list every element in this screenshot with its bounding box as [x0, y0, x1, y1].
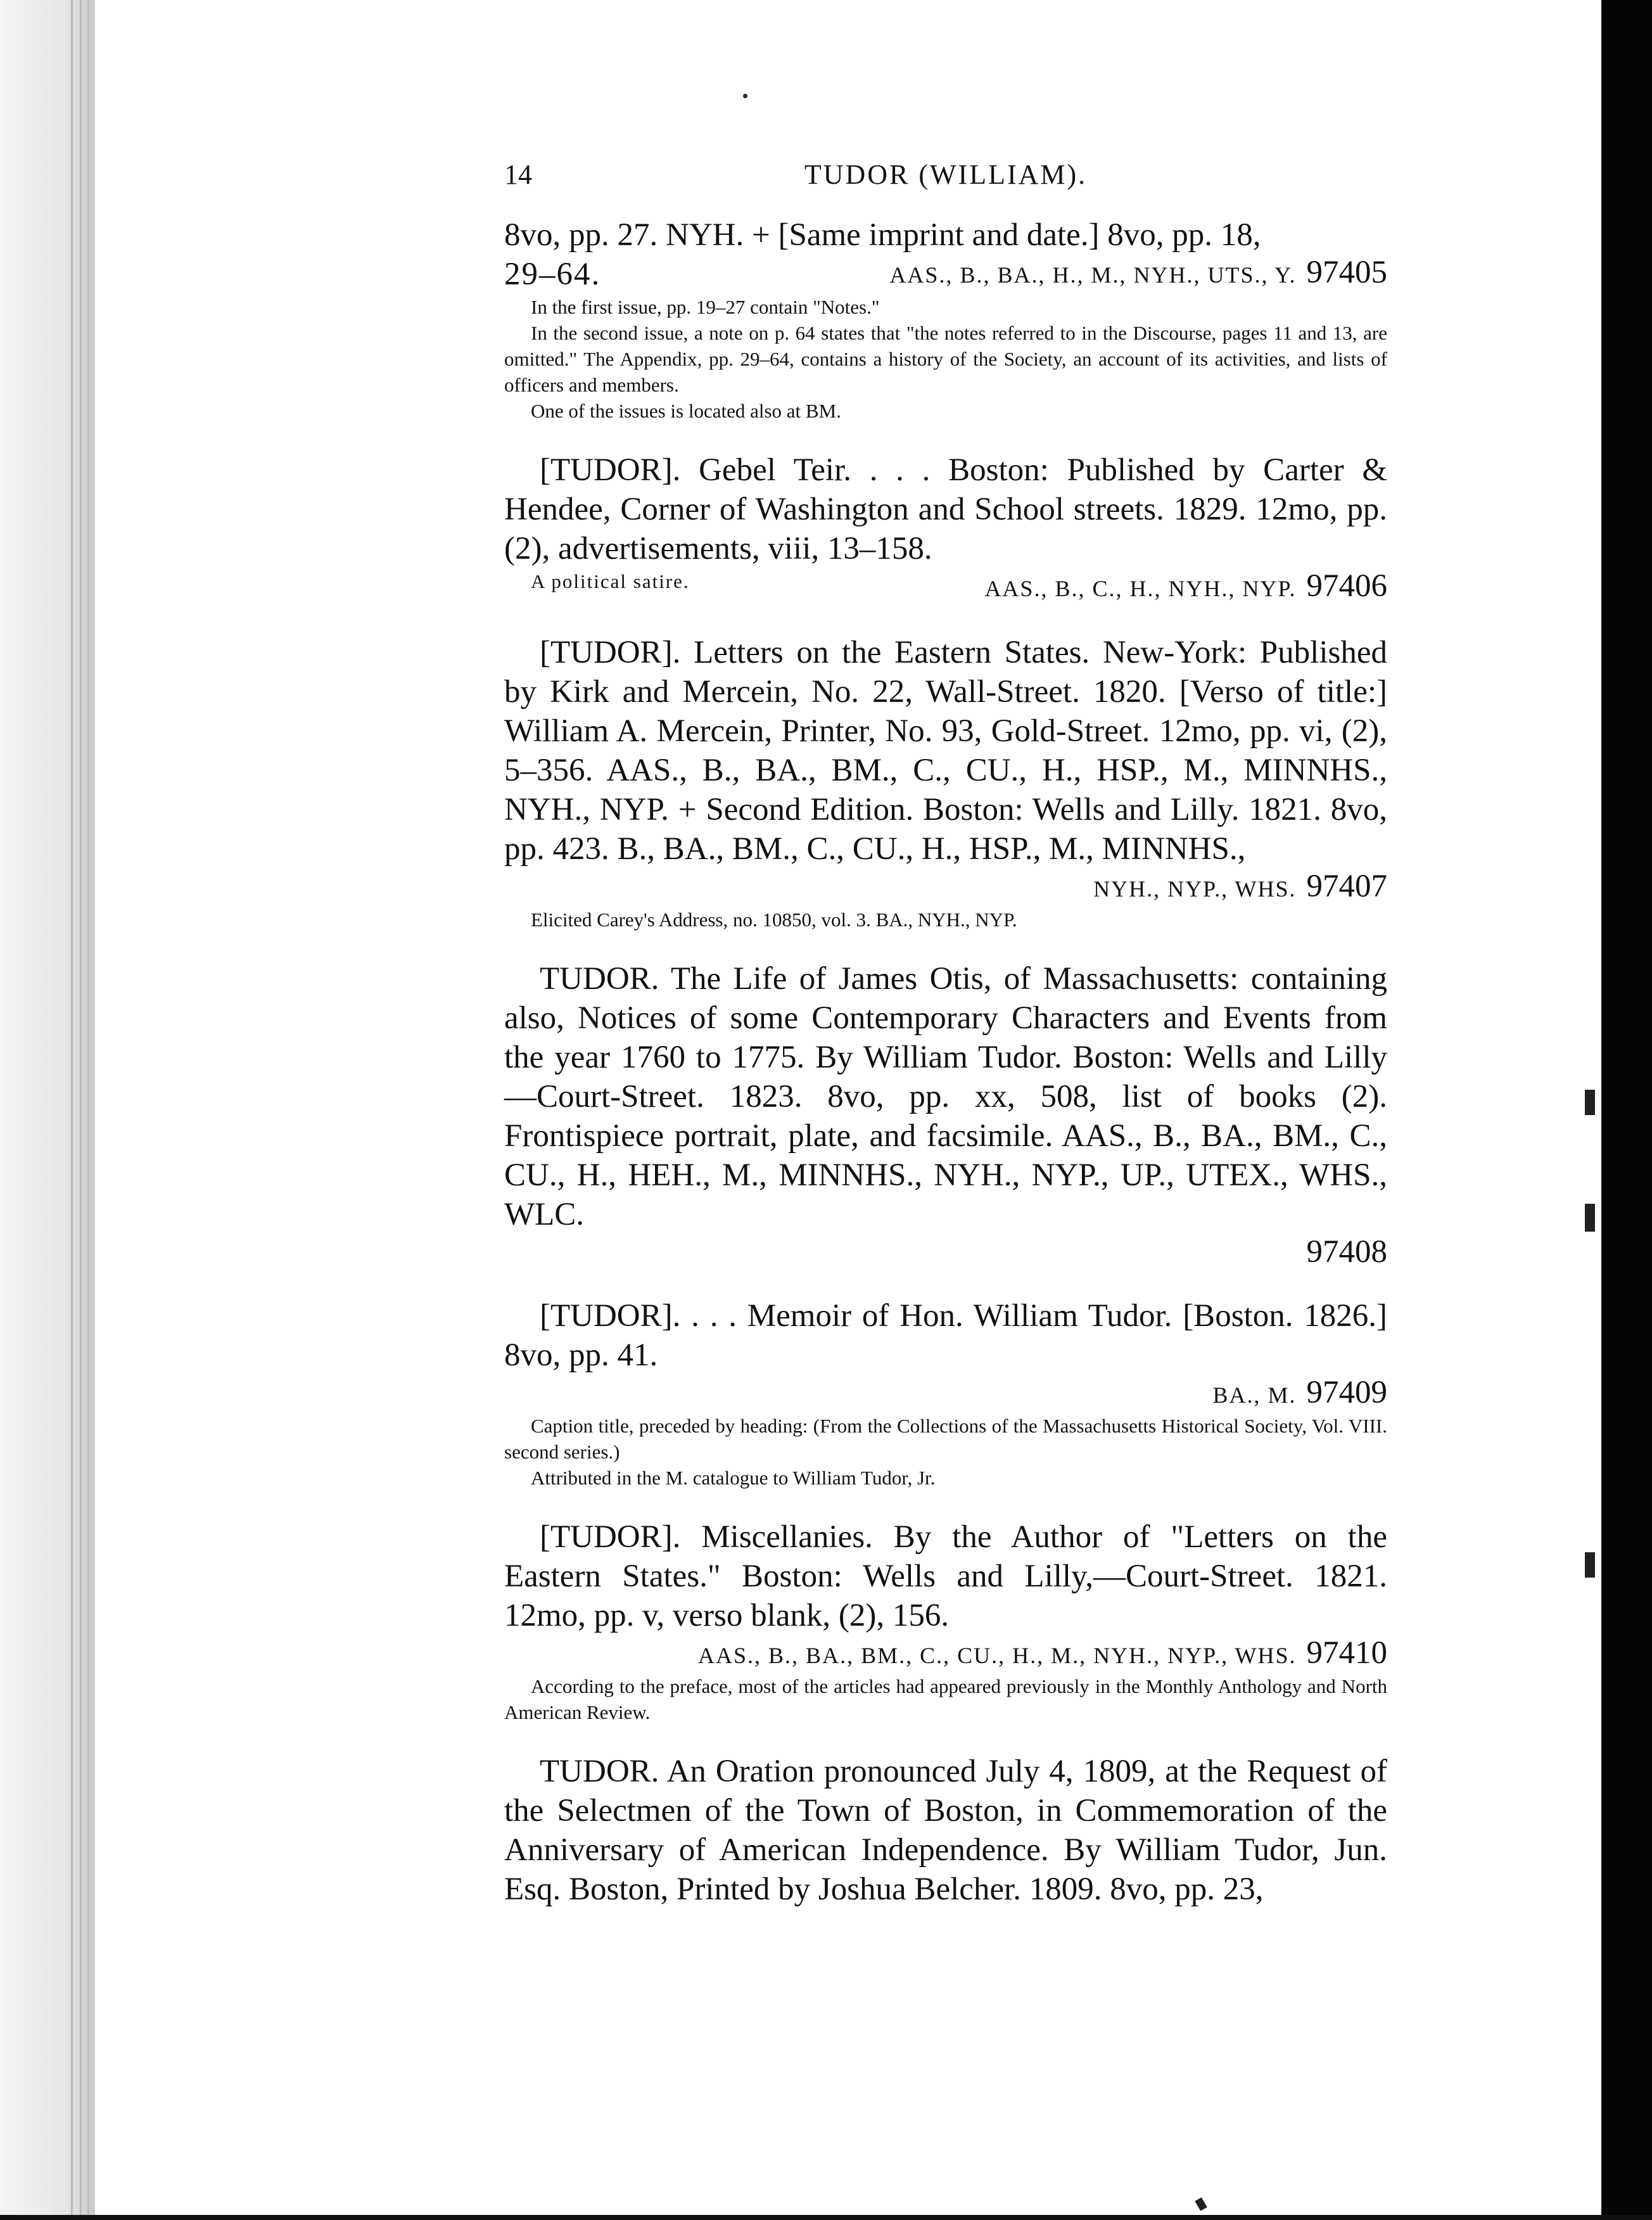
entry-note: In the first issue, pp. 19–27 contain "Notes." [531, 296, 880, 318]
entry-text: TUDOR. An Oration pronounced July 4, 1809, at the Request of the Selectmen of the Town of Boston, in Commemoration of the Anniversary of American Independence. By William Tudor, Jun. Esq. Boston, Printed by Joshua Belcher. 1809. 8vo, pp. 23, [504, 1754, 1387, 1907]
library-locations: AAS., B., BA., H., M., NYH., UTS., Y. [889, 262, 1297, 288]
entry-text: [TUDOR]. . . . Memoir of Hon. William Tudor. [Boston. 1826.] 8vo, pp. 41. [504, 1298, 1387, 1373]
entry-note: Elicited Carey's Address, no. 10850, vol. 3. BA., NYH., NYP. [531, 909, 1017, 931]
entry-97408 [504, 959, 1387, 1270]
entry-text: [TUDOR]. Gebel Teir. . . . Boston: Published by Carter & Hendee, Corner of Washington and School streets. 1829. 12mo, pp. (2), advertisements, viii, 13–158. [504, 452, 1387, 566]
running-title: TUDOR (WILLIAM). [804, 159, 1088, 190]
ink-speck [1195, 2197, 1207, 2211]
page-edge-line [80, 0, 82, 2220]
scanned-page-left-edge [0, 0, 95, 2220]
entry-number: 97409 [1306, 1375, 1387, 1410]
entry-locations-line [504, 869, 1387, 907]
entry-locations-line [504, 1234, 1387, 1270]
entry-number: 97407 [1306, 869, 1387, 904]
entry-text-line: 29–64. [504, 257, 601, 292]
entry-locations-line [504, 568, 1387, 606]
entry-note: One of the issues is located also at BM. [531, 400, 841, 422]
facing-page-fragment [1585, 1090, 1595, 1115]
entry-97407 [504, 633, 1387, 933]
entry-note: A political satire. [531, 570, 690, 592]
entry-locations-line [504, 255, 1387, 294]
document-page [504, 158, 1387, 1909]
entry-text: [TUDOR]. Letters on the Eastern States. New-York: Published by Kirk and Mercein, No. 22, Wall-Street. 1820. [Verso of title:] William A. Mercein, Printer, No. 93, Gold-Street. 12mo, pp. vi, (2), 5–356. AAS., B., BA., BM., C., CU., H., HSP., M., MINNHS., NYH., NYP. + Second Edition. Boston: Wells and Lilly. 1821. 8vo, pp. 423. B., BA., BM., C., CU., H., HSP., M., MINNHS., [504, 635, 1387, 867]
entry-number: 97405 [1306, 255, 1387, 290]
entry-number: 97410 [1306, 1635, 1387, 1671]
entry-97406 [504, 450, 1387, 606]
library-locations: AAS., B., C., H., NYH., NYP. [984, 576, 1297, 601]
entry-text-line: 8vo, pp. 27. NYH. + [Same imprint and date.] 8vo, pp. 18, [504, 217, 1261, 253]
library-locations: BA., M. [1212, 1382, 1297, 1408]
facing-page-fragment [1585, 1552, 1595, 1578]
entry-note: According to the preface, most of the articles had appeared previously in the Monthly Anthology and North American Review. [504, 1675, 1387, 1723]
entry-97410 [504, 1517, 1387, 1725]
facing-page-fragment [1585, 1204, 1595, 1232]
library-locations: NYH., NYP., WHS. [1093, 876, 1297, 902]
page-number: 14 [504, 159, 532, 190]
entry-note: Attributed in the M. catalogue to William Tudor, Jr. [531, 1467, 936, 1489]
entry-97409 [504, 1296, 1387, 1491]
scanned-page-bottom-edge [0, 2215, 1652, 2220]
entry-number: 97406 [1306, 568, 1387, 604]
entry-97405 [504, 215, 1387, 424]
entry-text: [TUDOR]. Miscellanies. By the Author of "Letters on the Eastern States." Boston: Wells and Lilly,—Court-Street. 1821. 12mo, pp. v, verso blank, (2), 156. [504, 1519, 1387, 1633]
entry-text: TUDOR. The Life of James Otis, of Massachusetts: containing also, Notices of some Contemporary Characters and Events from the year 1760 to 1775. By William Tudor. Boston: Wells and Lilly—Court-Street. 1823. 8vo, pp. xx, 508, list of books (2). Frontispiece portrait, plate, and facsimile. AAS., B., BA., BM., C., CU., H., HEH., M., MINNHS., NYH., NYP., UP., UTEX., WHS., WLC. [504, 961, 1387, 1232]
entry-oration-1809 [504, 1752, 1387, 1909]
scanned-page-right-edge [1601, 0, 1652, 2220]
page-edge-line [87, 0, 89, 2220]
entry-locations-line [504, 1635, 1387, 1673]
library-locations: AAS., B., BA., BM., C., CU., H., M., NYH., NYP., WHS. [698, 1643, 1297, 1668]
page-edge-line [71, 0, 73, 2220]
entry-note: In the second issue, a note on p. 64 states that "the notes referred to in the Discourse, pages 11 and 13, are omitted." The Appendix, pp. 29–64, contains a history of the Society, an account of its activities, and lists of officers and members. [504, 322, 1387, 396]
ink-speck [743, 94, 747, 98]
entry-note: Caption title, preceded by heading: (From the Collections of the Massachusetts Historical Society, Vol. VIII. second series.) [504, 1415, 1387, 1463]
entry-number: 97408 [1306, 1234, 1387, 1270]
running-head [504, 158, 1387, 215]
entry-locations-line [504, 1375, 1387, 1413]
